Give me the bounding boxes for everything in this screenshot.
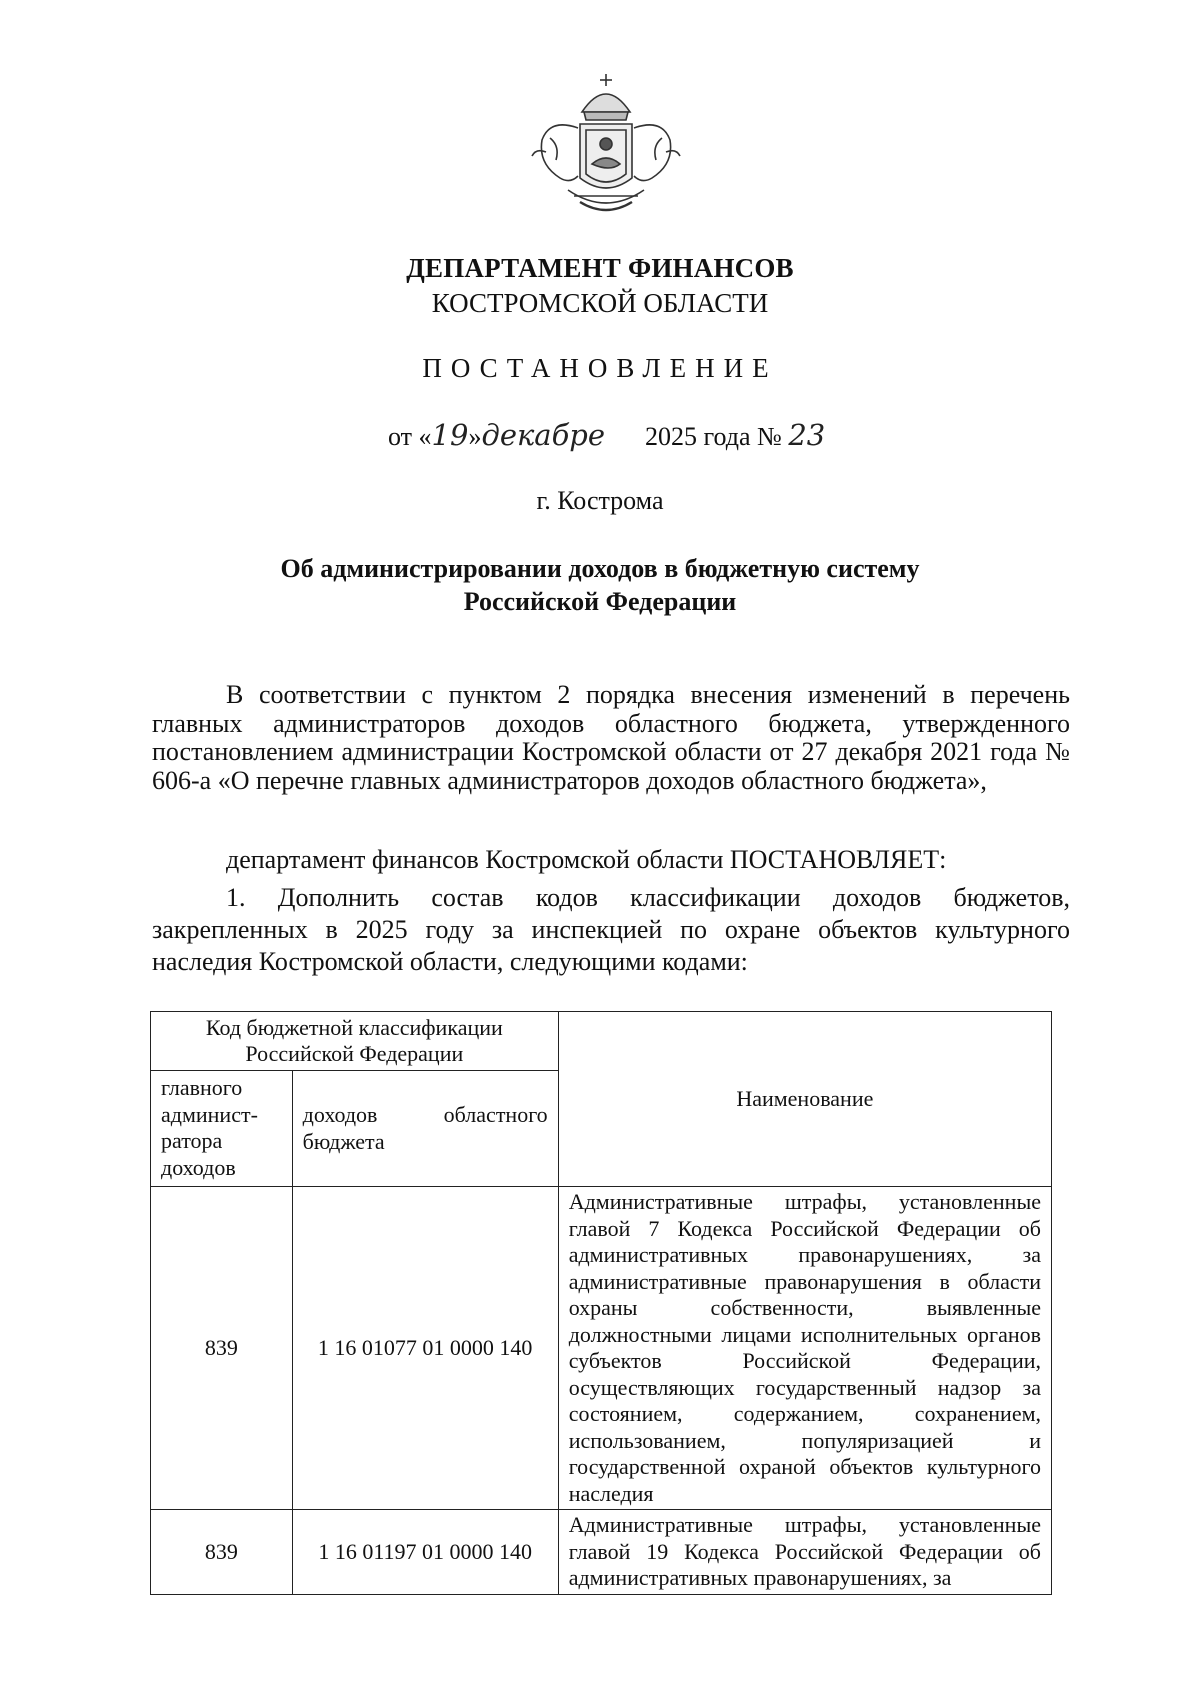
date-mid: »	[468, 422, 482, 451]
department-region: КОСТРОМСКОЙ ОБЛАСТИ	[431, 288, 769, 318]
table-row	[151, 1510, 1052, 1595]
date-day-handwritten: 19	[431, 418, 469, 452]
cell-code: 1 16 01077 01 0000 140	[292, 1187, 558, 1510]
cell-code: 1 16 01197 01 0000 140	[292, 1510, 558, 1595]
document-subject	[0, 552, 1200, 618]
header-admin: главного админист-ратора доходов	[151, 1071, 293, 1187]
table-row	[151, 1187, 1052, 1510]
paragraph-item-1: 1. Дополнить состав кодов классификации доходов бюджетов, закрепленных в 2025 году за инспекцией по охране объектов культурного наследия Костромской области, следующими кодами:	[152, 883, 1070, 976]
city: г. Кострома	[536, 486, 664, 515]
cell-name: Административные штрафы, установленные главой 7 Кодекса Российской Федерации об административных правонарушениях, за административные правонарушения в области охраны собственности, выявленные должностными лицами исполнительных органов субъектов Российской Федерации, осуществляющих государственный надзор за состоянием, содержанием, сохранением, использованием, популяризацией и государственной охраной объектов культурного наследия	[558, 1187, 1051, 1510]
header-income: доходов областного бюджета	[292, 1071, 558, 1187]
paragraph-basis: В соответствии с пунктом 2 порядка внесения изменений в перечень главных администраторов доходов областного бюджета, утвержденного постановлением администрации Костромской области от 27 декабря 2021 года № 606-а «О перечне главных администраторов доходов областного бюджета»,	[152, 680, 1070, 795]
document-number-handwritten: 23	[788, 418, 826, 452]
cell-admin: 839	[151, 1510, 293, 1595]
table-header-row	[151, 1012, 1052, 1071]
date-year-text: 2025 года №	[645, 422, 782, 451]
codes-table	[150, 1011, 1052, 1595]
header-name: Наименование	[558, 1012, 1051, 1187]
header-kbk: Код бюджетной классификации Российской Федерации	[151, 1012, 559, 1071]
cell-name: Административные штрафы, установленные главой 19 Кодекса Российской Федерации об административных правонарушениях, за	[558, 1510, 1051, 1595]
coat-of-arms-icon	[520, 68, 692, 220]
date-month-handwritten: декабре	[481, 418, 606, 452]
subject-line-2: Российской Федерации	[463, 587, 737, 616]
subject-line-1: Об администрировании доходов в бюджетную систему	[280, 554, 920, 583]
date-prefix: от «	[388, 422, 432, 451]
paragraph-resolves: департамент финансов Костромской области ПОСТАНОВЛЯЕТ:	[226, 845, 947, 874]
department-name: ДЕПАРТАМЕНТ ФИНАНСОВ	[406, 253, 794, 283]
cell-admin: 839	[151, 1187, 293, 1510]
document-type: ПОСТАНОВЛЕНИЕ	[422, 353, 778, 383]
date-line	[388, 418, 825, 452]
